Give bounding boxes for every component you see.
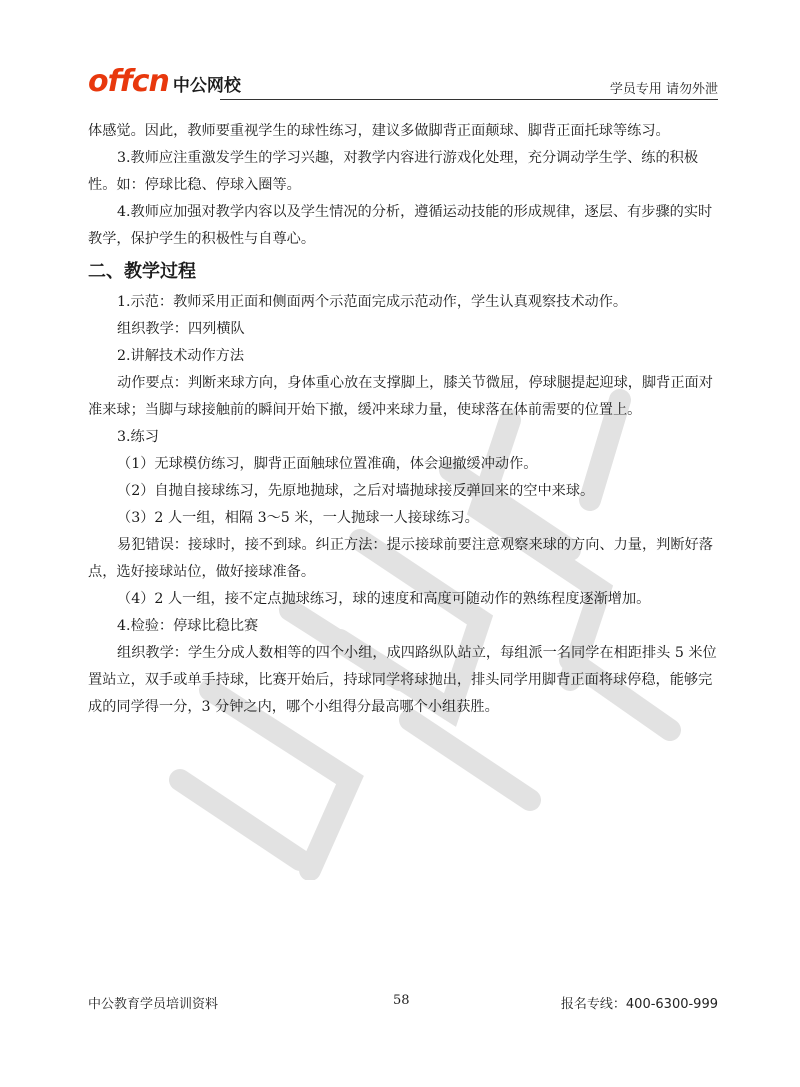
footer-hotline: 报名专线：400-6300-999 bbox=[560, 997, 718, 1012]
paragraph: 动作要点：判断来球方向，身体重心放在支撑脚上，膝关节微屈，停球腿提起迎球，脚背正面对准来球；当脚与球接触前的瞬间开始下撤，缓冲来球力量，使球落在体前需要的位置上。 bbox=[88, 375, 713, 418]
paragraph: 1.示范：教师采用正面和侧面两个示范面完成示范动作，学生认真观察技术动作。 bbox=[117, 294, 628, 310]
footer-source: 中公教育学员培训资料 bbox=[88, 997, 219, 1012]
header-rule bbox=[220, 99, 718, 100]
paragraph: （2）自抛自接球练习，先原地抛球，之后对墙抛球接反弹回来的空中来球。 bbox=[117, 483, 595, 499]
page-footer bbox=[88, 993, 718, 1013]
paragraph: 体感觉。因此，教师要重视学生的球性练习，建议多做脚背正面颠球、脚背正面托球等练习。 bbox=[88, 123, 670, 139]
paragraph: 3.教师应注重激发学生的学习兴趣，对教学内容进行游戏化处理，充分调动学生学、练的积极性。如：停球比稳、停球入圈等。 bbox=[88, 150, 699, 193]
paragraph: （3）2 人一组，相隔 3～5 米，一人抛球一人接球练习。 bbox=[117, 510, 479, 526]
paragraph: 组织教学：学生分成人数相等的四个小组，成四路纵队站立，每组派一名同学在相距排头 5 米位置站立，双手或单手持球，比赛开始后，持球同学将球抛出，排头同学用脚背正面将球停稳，能够完成的同学得一分，3 分钟之内，哪个小组得分最高哪个小组获胜。 bbox=[88, 645, 717, 715]
header-notice: 学员专用 请勿外泄 bbox=[609, 82, 718, 97]
page-number: 58 bbox=[393, 993, 410, 1008]
section-heading: 二、教学过程 bbox=[88, 261, 196, 282]
offcn-logo bbox=[88, 64, 241, 99]
paragraph: （4）2 人一组，接不定点抛球练习，球的速度和高度可随动作的熟练程度逐渐增加。 bbox=[117, 591, 651, 607]
paragraph: 3.练习 bbox=[117, 429, 159, 445]
logo-cn-text: 中公网校 bbox=[172, 76, 241, 96]
paragraph: 2.讲解技术动作方法 bbox=[117, 348, 245, 364]
paragraph: 组织教学：四列横队 bbox=[117, 321, 245, 337]
paragraph: （1）无球模仿练习，脚背正面触球位置准确，体会迎撤缓冲动作。 bbox=[117, 456, 538, 472]
logo-en-text: offcn bbox=[88, 64, 169, 99]
paragraph: 4.教师应加强对教学内容以及学生情况的分析，遵循运动技能的形成规律，逐层、有步骤的实时教学，保护学生的积极性与自尊心。 bbox=[88, 204, 713, 247]
paragraph: 4.检验：停球比稳比赛 bbox=[117, 618, 259, 634]
page-header bbox=[88, 62, 718, 102]
document-body bbox=[88, 118, 718, 721]
paragraph: 易犯错误：接球时，接不到球。纠正方法：提示接球前要注意观察来球的方向、力量，判断好落点，选好接球站位，做好接球准备。 bbox=[88, 537, 713, 580]
